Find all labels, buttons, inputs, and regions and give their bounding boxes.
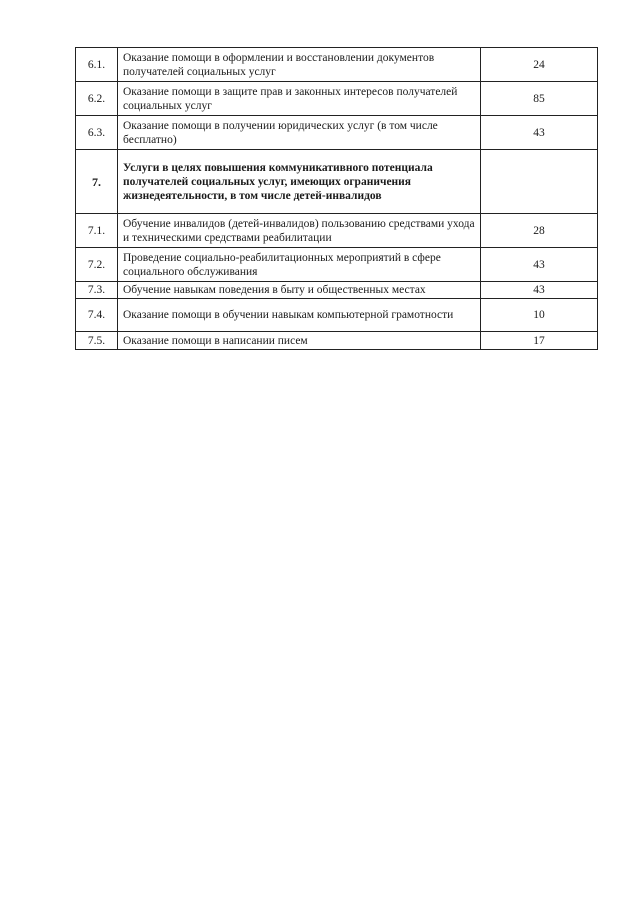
table-row: [76, 214, 598, 248]
section-number: 7.: [76, 150, 118, 214]
row-number: 7.4.: [76, 299, 118, 332]
service-name: Оказание помощи в написании писем: [118, 332, 481, 350]
table-row: [76, 116, 598, 150]
service-count: 43: [481, 282, 598, 299]
table-row: [76, 248, 598, 282]
service-count: 43: [481, 116, 598, 150]
service-count: 10: [481, 299, 598, 332]
table-row: [76, 299, 598, 332]
service-name: Оказание помощи в получении юридических услуг (в том числе бесплатно): [118, 116, 481, 150]
service-name: Обучение инвалидов (детей-инвалидов) пользованию средствами ухода и техническими средствами реабилитации: [118, 214, 481, 248]
service-name: Оказание помощи в оформлении и восстановлении документов получателей социальных услуг: [118, 48, 481, 82]
service-count: 28: [481, 214, 598, 248]
service-name: Оказание помощи в защите прав и законных интересов получателей социальных услуг: [118, 82, 481, 116]
services-table: [75, 47, 598, 350]
section-count: [481, 150, 598, 214]
services-table-body: [76, 48, 598, 350]
row-number: 6.2.: [76, 82, 118, 116]
table-row: [76, 332, 598, 350]
table-row: [76, 82, 598, 116]
service-name: Оказание помощи в обучении навыкам компьютерной грамотности: [118, 299, 481, 332]
row-number: 7.5.: [76, 332, 118, 350]
row-number: 7.2.: [76, 248, 118, 282]
service-count: 85: [481, 82, 598, 116]
service-name: Обучение навыкам поведения в быту и общественных местах: [118, 282, 481, 299]
service-count: 24: [481, 48, 598, 82]
row-number: 6.3.: [76, 116, 118, 150]
table-row: [76, 48, 598, 82]
service-name: Проведение социально-реабилитационных мероприятий в сфере социального обслуживания: [118, 248, 481, 282]
table-row: [76, 282, 598, 299]
section-row: [76, 150, 598, 214]
row-number: 7.3.: [76, 282, 118, 299]
service-count: 17: [481, 332, 598, 350]
row-number: 6.1.: [76, 48, 118, 82]
row-number: 7.1.: [76, 214, 118, 248]
section-title: Услуги в целях повышения коммуникативного потенциала получателей социальных услуг, имеющих ограничения жизнедеятельности, в том числе детей-инвалидов: [118, 150, 481, 214]
service-count: 43: [481, 248, 598, 282]
